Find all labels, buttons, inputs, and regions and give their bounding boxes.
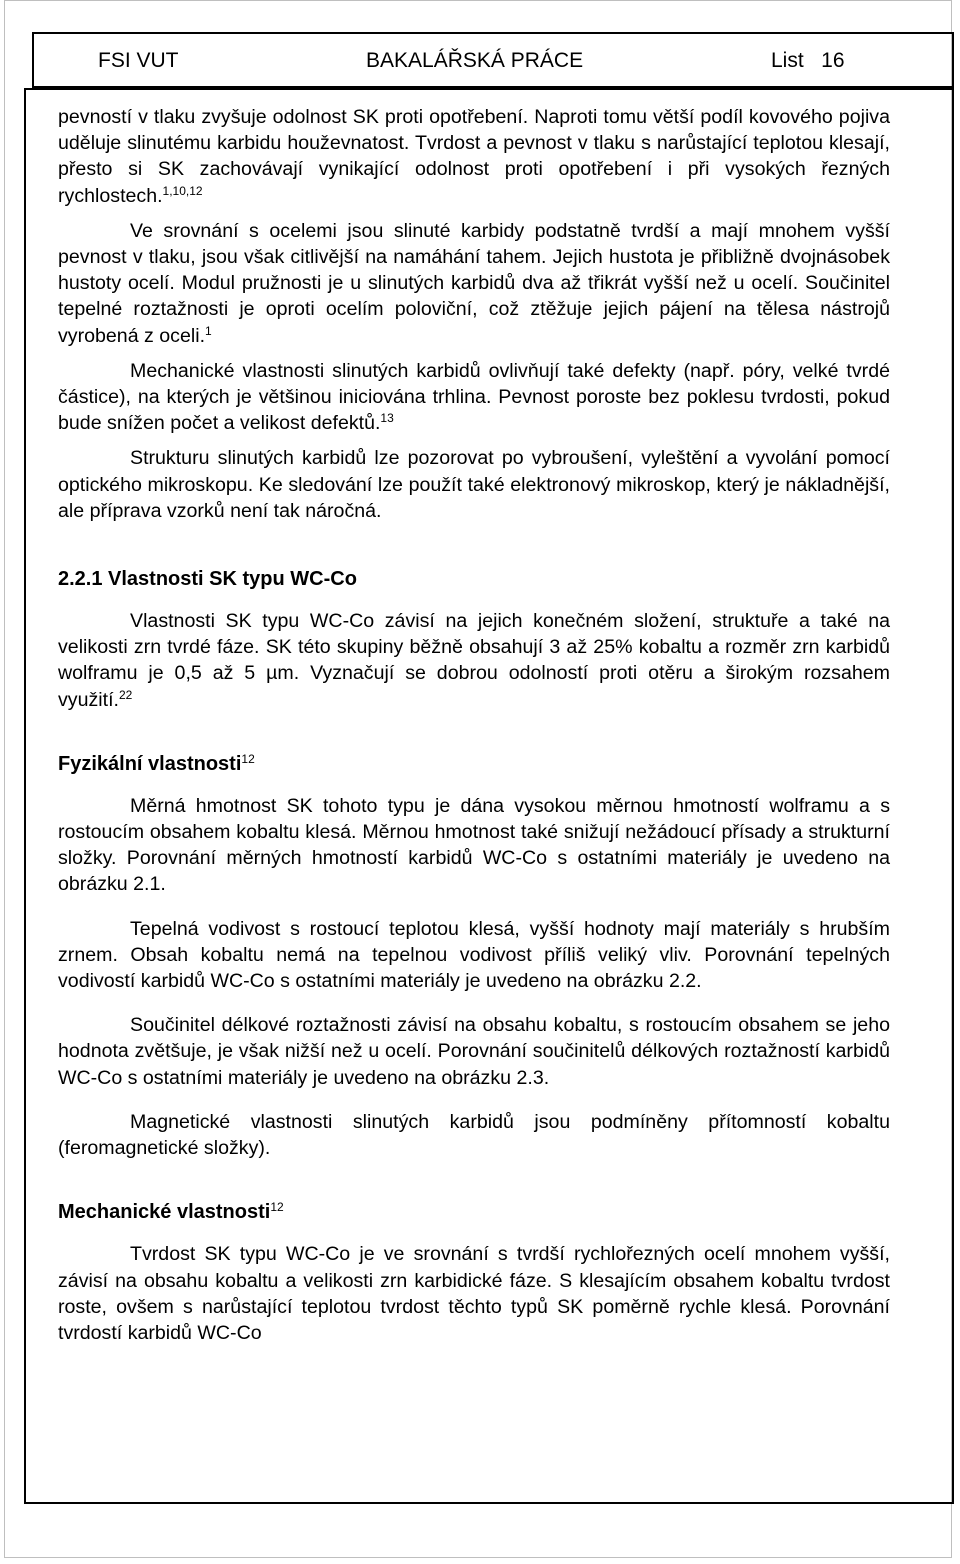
page-header: [32, 32, 954, 88]
paragraph-4: [58, 445, 890, 524]
paragraph-3: [58, 358, 890, 437]
paragraph-6: [58, 793, 890, 898]
paragraph-10: [58, 1241, 890, 1346]
paragraph-8: [58, 1012, 890, 1091]
header-thesis-type: BAKALÁŘSKÁ PRÁCE: [366, 49, 584, 72]
reference-mark: 13: [380, 411, 394, 426]
paragraph-1: [58, 104, 890, 209]
paragraph-4-text: Strukturu slinutých karbidů lze pozorovat po vybroušení, vyleštění a vyvolání pomocí optického mikroskopu. Ke sledování lze použít také elektronový mikroskop, který je nákladnější, ale příprava vzorků není tak náročná.: [58, 447, 890, 522]
reference-mark: 1,10,12: [162, 183, 203, 198]
paragraph-9-text: Magnetické vlastnosti slinutých karbidů jsou podmíněny přítomností kobaltu (feromagnetické složky).: [58, 1110, 890, 1160]
paragraph-10-text: Tvrdost SK typu WC-Co je ve srovnání s tvrdší rychlořezných ocelí mnohem vyšší, závisí na obsahu kobaltu a velikosti zrn karbidické fáze. S klesajícím obsahem kobaltu tvrdost roste, ovšem s narůstající teplotou tvrdost těchto typů SK poměrně rychle klesá. Porovnání tvrdostí karbidů WC-Co: [58, 1243, 890, 1344]
paragraph-5-text: Vlastnosti SK typu WC-Co závisí na jejich konečném složení, struktuře a také na velikosti zrn tvrdé fáze. SK této skupiny běžně obsahují 3 až 25% kobaltu a rozměr zrn karbidů wolframu je 0,5 až 5 µm. Vyznačují se dobrou odolností proti otěru a širokým rozsahem využití.: [58, 610, 890, 711]
paragraph-3-text: Mechanické vlastnosti slinutých karbidů ovlivňují také defekty (např. póry, velké tvrdé částice), na kterých je většinou iniciována trhlina. Pevnost poroste bez poklesu tvrdosti, pokud bude snížen počet a velikost defektů.: [58, 359, 890, 435]
paragraph-9: [58, 1109, 890, 1161]
reference-mark: 22: [118, 687, 133, 702]
mechanical-heading-text: Mechanické vlastnosti: [58, 1201, 271, 1224]
paragraph-5: [58, 608, 890, 713]
mechanical-properties-heading: [58, 1199, 890, 1225]
paragraph-1-text: pevností v tlaku zvyšuje odolnost SK proti opotřebení. Naproti tomu větší podíl kovového pojiva uděluje slinutému karbidu houževnatost. Tvrdost a pevnost v tlaku s narůstající teplotou klesají, přesto si SK zachovávají vynikající odolnost proti opotřebení i při vysokých řezných rychlostech.: [58, 106, 890, 207]
physical-properties-heading: [58, 751, 890, 777]
body-text: [58, 104, 890, 1346]
header-page-number: List 16: [771, 49, 845, 72]
reference-mark: 12: [270, 1200, 284, 1215]
paragraph-8-text: Součinitel délkové roztažnosti závisí na obsahu kobaltu, s rostoucím obsahem se jeho hodnota zvětšuje, je však nižší než u ocelí. Porovnání součinitelů délkových roztažností karbidů WC-Co s ostatními materiály je uvedeno na obrázku 2.3.: [58, 1014, 890, 1089]
paragraph-7-text: Tepelná vodivost s rostoucí teplotou klesá, vyšší hodnoty mají materiály s hrubším zrnem. Obsah kobaltu nemá na tepelnou vodivost příliš veliký vliv. Porovnání tepelných vodivostí karbidů WC-Co s ostatními materiály je uvedeno na obrázku 2.2.: [58, 917, 890, 993]
paragraph-6-text: Měrná hmotnost SK tohoto typu je dána vysokou měrnou hmotností wolframu a s rostoucím obsahem kobaltu klesá. Měrnou hmotnost také snižují nežádoucí přísady a strukturní složky. Porovnání měrných hmotností karbidů WC-Co s ostatními materiály je uvedeno na obrázku 2.1.: [58, 794, 890, 896]
paragraph-2-text: Ve srovnání s ocelemi jsou slinuté karbidy podstatně tvrdší a mají mnohem vyšší pevnost v tlaku, jsou však citlivější na namáhání tahem. Jejich hustota je přibližně dvojnásobek hustoty ocelí. Modul pružnosti je u slinutých karbidů dva až třikrát vyšší než u ocelí. Součinitel tepelné roztažnosti je oproti ocelím poloviční, což ztěžuje jejich pájení na tělesa nástrojů vyrobená z oceli.: [58, 219, 890, 347]
header-faculty: FSI VUT: [98, 49, 179, 72]
reference-mark: 12: [241, 751, 255, 766]
reference-mark: 1: [205, 323, 212, 338]
section-heading: 2.2.1 Vlastnosti SK typu WC-Co: [58, 568, 357, 591]
paragraph-2: [58, 218, 890, 349]
paragraph-7: [58, 916, 890, 995]
physical-heading-text: Fyzikální vlastnosti: [58, 752, 242, 775]
